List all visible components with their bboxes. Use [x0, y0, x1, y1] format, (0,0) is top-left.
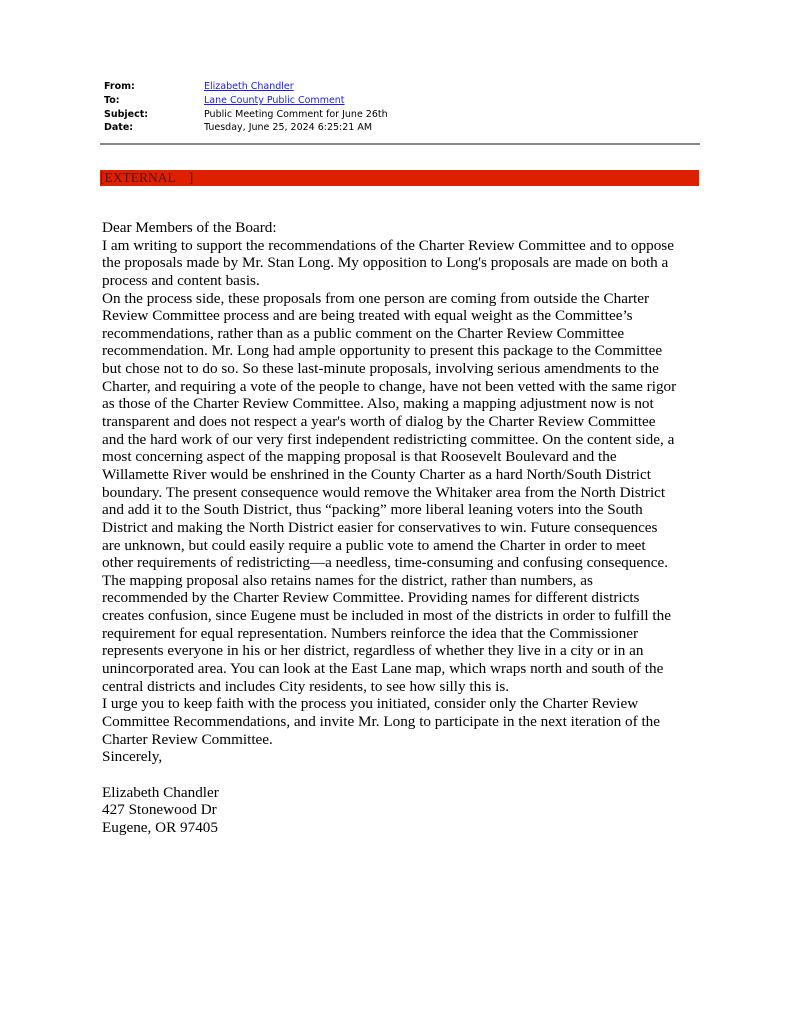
body-line: unincorporated area. You can look at the East Lane map, which wraps north and south of the: [102, 660, 664, 678]
body-line: Elizabeth Chandler: [102, 783, 219, 801]
body-line: most concerning aspect of the mapping proposal is that Roosevelt Boulevard and the: [102, 448, 617, 466]
body-line: transparent and does not respect a year's worth of dialog by the Charter Review Committee: [102, 413, 656, 431]
from-link[interactable]: Elizabeth Chandler: [204, 81, 294, 93]
subject-label: Subject:: [104, 108, 149, 120]
body-line: requirement for equal representation. Numbers reinforce the idea that the Commissioner: [102, 624, 639, 642]
body-line: Charter Review Committee.: [102, 730, 273, 748]
body-line: creates confusion, since Eugene must be included in most of the districts in order to fulfill the: [102, 607, 671, 625]
to-link[interactable]: Lane County Public Comment: [204, 95, 345, 107]
date-label: Date:: [104, 122, 134, 134]
to-row: [104, 94, 388, 108]
body-line: [102, 766, 676, 784]
body-line: District and making the North District easier for conservatives to win. Future consequences: [102, 518, 658, 536]
date-row: [104, 121, 388, 135]
body-line: recommendations, rather than as a public comment on the Charter Review Committee: [102, 324, 625, 342]
to-label: To:: [104, 95, 120, 107]
body-line: the proposals made by Mr. Stan Long. My opposition to Long's proposals are made on both a: [102, 254, 669, 272]
external-banner: [EXTERNAL ]: [100, 170, 699, 186]
body-line: as those of the Charter Review Committee. Also, making a mapping adjustment now is not: [102, 395, 654, 413]
body-line: and the hard work of our very first independent redistricting committee. On the content side, a: [102, 430, 675, 448]
body-line: recommended by the Charter Review Committee. Providing names for different districts: [102, 589, 640, 607]
body-line: boundary. The present consequence would remove the Whitaker area from the North District: [102, 483, 666, 501]
body-line: process and content basis.: [102, 271, 260, 289]
subject-value: Public Meeting Comment for June 26th: [204, 108, 388, 120]
email-body: [102, 219, 676, 836]
body-line: Willamette River would be enshrined in the County Charter as a hard North/South District: [102, 465, 651, 483]
body-line: other requirements of redistricting—a needless, time-consuming and confusing consequence.: [102, 554, 668, 572]
email-header: [104, 80, 388, 135]
body-line: 427 Stonewood Dr: [102, 801, 217, 819]
subject-row: [104, 107, 388, 121]
body-line: Committee Recommendations, and invite Mr. Long to participate in the next iteration of the: [102, 712, 661, 730]
from-row: [104, 80, 388, 94]
body-line: On the process side, these proposals from one person are coming from outside the Charter: [102, 289, 650, 307]
body-line: represents everyone in his or her district, regardless of whether they live in a city or in an: [102, 642, 644, 660]
body-line: and add it to the South District, thus “packing” more liberal leaning voters into the South: [102, 501, 643, 519]
from-label: From:: [104, 81, 135, 93]
body-line: are unknown, but could easily require a public vote to amend the Charter in order to meet: [102, 536, 646, 554]
body-line: Dear Members of the Board:: [102, 219, 277, 236]
body-line: but chose not to do so. So these last-minute proposals, involving serious amendments to the: [102, 360, 659, 378]
body-line: Sincerely,: [102, 748, 163, 766]
body-line: Charter, and requiring a vote of the people to change, have not been vetted with the same rigor: [102, 377, 677, 395]
body-line: central districts and includes City residents, to see how silly this is.: [102, 677, 510, 695]
body-line: recommendation. Mr. Long had ample opportunity to present this package to the Committee: [102, 342, 663, 360]
body-line: I am writing to support the recommendations of the Charter Review Committee and to oppose: [102, 236, 674, 254]
body-line: Review Committee process and are being treated with equal weight as the Committee’s: [102, 307, 633, 325]
header-divider: [100, 143, 700, 145]
body-line: The mapping proposal also retains names for the district, rather than numbers, as: [102, 571, 593, 589]
body-line: Eugene, OR 97405: [102, 818, 218, 836]
date-value: Tuesday, June 25, 2024 6:25:21 AM: [204, 122, 373, 134]
body-line: I urge you to keep faith with the process you initiated, consider only the Charter Review: [102, 695, 639, 713]
